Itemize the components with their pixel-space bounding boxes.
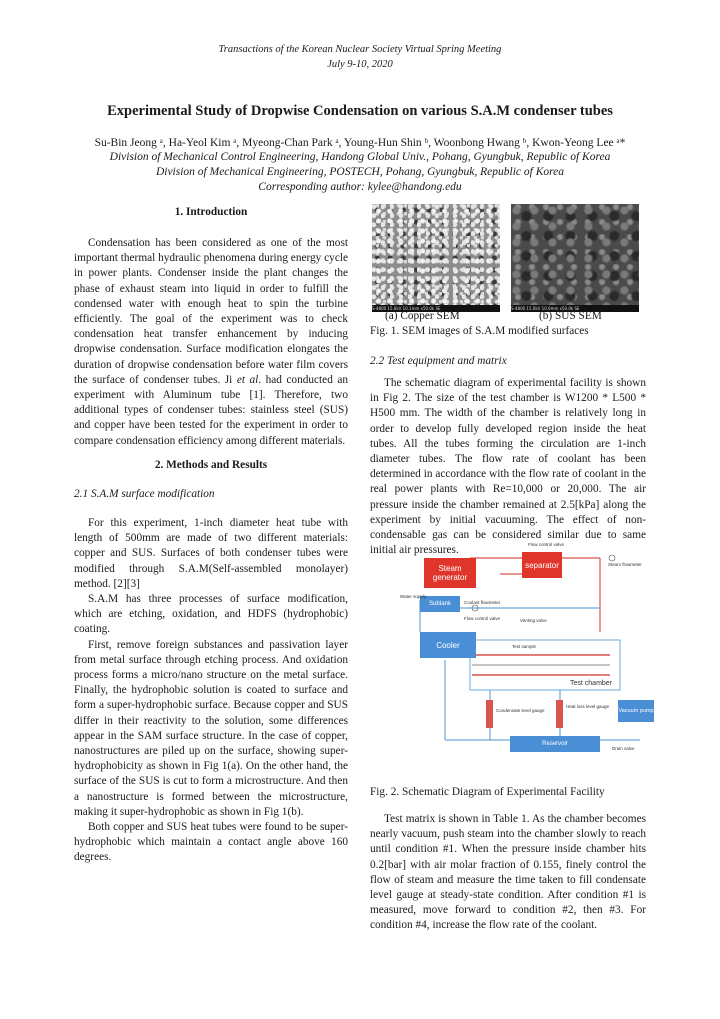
- equipment-paragraph: [370, 376, 646, 558]
- affiliation-2: Division of Mechanical Engineering, POSTECH, Pohang, Gyungbuk, Republic of Korea: [155, 166, 565, 178]
- sus-sem-scale-bar: S-4800 15.0kV 10.0mm x50.0k SE: [511, 305, 639, 312]
- paper-title: Experimental Study of Dropwise Condensation on various S.A.M condenser tubes: [107, 103, 613, 119]
- condensate-gauge-body: [486, 700, 493, 728]
- cooler-box: Cooler: [420, 632, 476, 658]
- section-methods-heading: 2. Methods and Results: [154, 459, 268, 471]
- methods-text: [74, 516, 348, 866]
- subsection-sam-heading: 2.1 S.A.M surface modification: [74, 488, 215, 500]
- equipment-text: The schematic diagram of experimental facility is shown in Fig 2. The size of the test chamber is W1200 * L500 * H500 mm. The width of the chamber is relatively long in order to develop fully developed region inside the heat tubes. All the tubes forming the circulation are 1-inch diameter tubes. The flow rate of coolant has been determined in accordance with the flow rate of coolant in the real power plants with Re=10,000 or 20,000. The air pressure inside the chamber remained at 2.5[kPa] along the experiment by initial vacuuming. The effect of non-condensable gas can be considered similar due to same initial air pressures.: [370, 377, 646, 557]
- conference-header: Transactions of the Korean Nuclear Society Virtual Spring Meeting: [218, 44, 502, 55]
- subtank-box: Subtank: [420, 596, 460, 612]
- subcaption-copper: (a) Copper SEM: [385, 310, 460, 322]
- subsection-equipment-heading: 2.2 Test equipment and matrix: [370, 355, 507, 367]
- intro-etal: et al: [236, 373, 259, 386]
- steam-generator-box: Steam generator: [424, 558, 476, 588]
- intro-text-b: . had conducted an experiment with Aluminum tube [1]. Therefore, two additional types of condenser tubes: stainless steel (SUS) and copper have been tested for the experiment in order to compare condensation efficiency among different materials.: [74, 373, 348, 447]
- methods-paragraph-4: Both copper and SUS heat tubes were found to be super-hydrophobic which maintain a contact angle above 160 degrees.: [74, 821, 348, 864]
- separator-box: separator: [522, 552, 562, 578]
- heat-loss-gauge-body: [556, 700, 563, 728]
- condensate-gauge-label: Condensate level gauge: [496, 708, 545, 713]
- test-matrix-text: Test matrix is shown in Table 1. As the chamber becomes nearly vacuum, push steam into the chamber slowly to reach until condition #1. When the pressure inside chamber hits 0.2[bar] with air molar fraction of 0.155, finely control the flow of steam and measure the time taken to fill condensate level gauge at steady-state condition. After condition #1 is measured, move forward to condition #2, then #3. For condition #4, increase the flow rate of the coolant.: [370, 813, 646, 932]
- test-chamber-label: Test chamber: [570, 680, 613, 687]
- affiliation-1: Division of Mechanical Control Engineering, Handong Global Univ., Pohang, Gyungbuk, Republic of Korea: [109, 151, 611, 163]
- test-sample-label: Test sample: [512, 644, 537, 649]
- heat-loss-gauge-label: Heat loss level gauge: [566, 704, 610, 709]
- figure-2-caption: Fig. 2. Schematic Diagram of Experimental Facility: [370, 786, 605, 798]
- copper-sem-image: [372, 204, 500, 312]
- figure-1-caption: Fig. 1. SEM images of S.A.M modified surfaces: [370, 325, 589, 337]
- subcaption-sus: (b) SUS SEM: [539, 310, 602, 322]
- flow-control-valve-2-label: Flow control valve: [464, 616, 501, 621]
- methods-paragraph-1: For this experiment, 1-inch diameter heat tube with length of 500mm are made of two different materials: copper and SUS. Surfaces of both condenser tubes were modified through S.A.M(Self-assembled monolayer) method. [2][3]: [74, 517, 348, 590]
- test-matrix-paragraph: [370, 812, 646, 934]
- drain-valve-label: Drain valve: [612, 746, 635, 751]
- water-supply-label: Water supply: [400, 594, 427, 599]
- facility-schematic-diagram: [400, 540, 660, 780]
- conference-date: July 9-10, 2020: [327, 59, 393, 70]
- copper-sem-scale-bar: S-4800 15.0kV 10.1mm x50.0k SE: [372, 305, 500, 312]
- intro-text-a: Condensation has been considered as one of the most important thermal hydraulic phenomena during energy cycle in power plants. Condenser inside the plant changes the phase of exhaust steam into liquid in order to fulfill the condensed water with enough heat to spin the turbine efficiently. The goal of the experiment was to check condensation heat transfer enhancement by inducing dropwise condensation. Surface modification elongates the duration of dropwise condensation before water film covers the surface of condenser tubes. Ji: [74, 237, 348, 386]
- author-list: Su-Bin Jeong ᵃ, Ha-Yeol Kim ᵃ, Myeong-Chan Park ᵃ, Young-Hun Shin ᵇ, Woonbong Hwang ᵇ, Kwon-Yeong Lee ᵃ*: [94, 137, 626, 149]
- section-introduction-heading: 1. Introduction: [174, 206, 248, 218]
- flowmeter-symbol: [609, 555, 615, 561]
- coolant-flowmeter-label: Coolant flowmeter: [464, 600, 501, 605]
- reservoir-box: Reservoir: [510, 736, 600, 752]
- venting-valve-label: Venting valve: [520, 618, 547, 623]
- methods-paragraph-2: S.A.M has three processes of surface modification, which are etching, oxidation, and HDFS (hydrophobic) coating.: [74, 593, 348, 636]
- sus-sem-image: [511, 204, 639, 312]
- methods-paragraph-3: First, remove foreign substances and passivation layer from metal surface through etching process. And oxidation process forms a micro/nano structure on the metal surface. Finally, the hydrophobic solution is coated to surface and form a super-hydrophobic surface. Because copper and SUS differ in their reactivity to the solution, some differences appear in the SAM surface structure. In the case of copper, nanostructures are piled up on the surface, showing super-hydrophobicity as shown in Fig 1(a). On the other hand, the surface of the SUS is cut to form a microstructure. And then a nanostructure is formed between the microstructure, making it super-hydrophobic as shown in Fig 1(b).: [74, 638, 348, 818]
- flow-control-valve-label: Flow control valve: [528, 542, 565, 547]
- steam-flowmeter-label: Steam flowmeter: [608, 562, 642, 567]
- introduction-paragraph: [74, 236, 348, 449]
- vacuum-pump-box: Vacuum pump: [618, 700, 654, 722]
- corresponding-author: Corresponding author: kylee@handong.edu: [258, 181, 462, 193]
